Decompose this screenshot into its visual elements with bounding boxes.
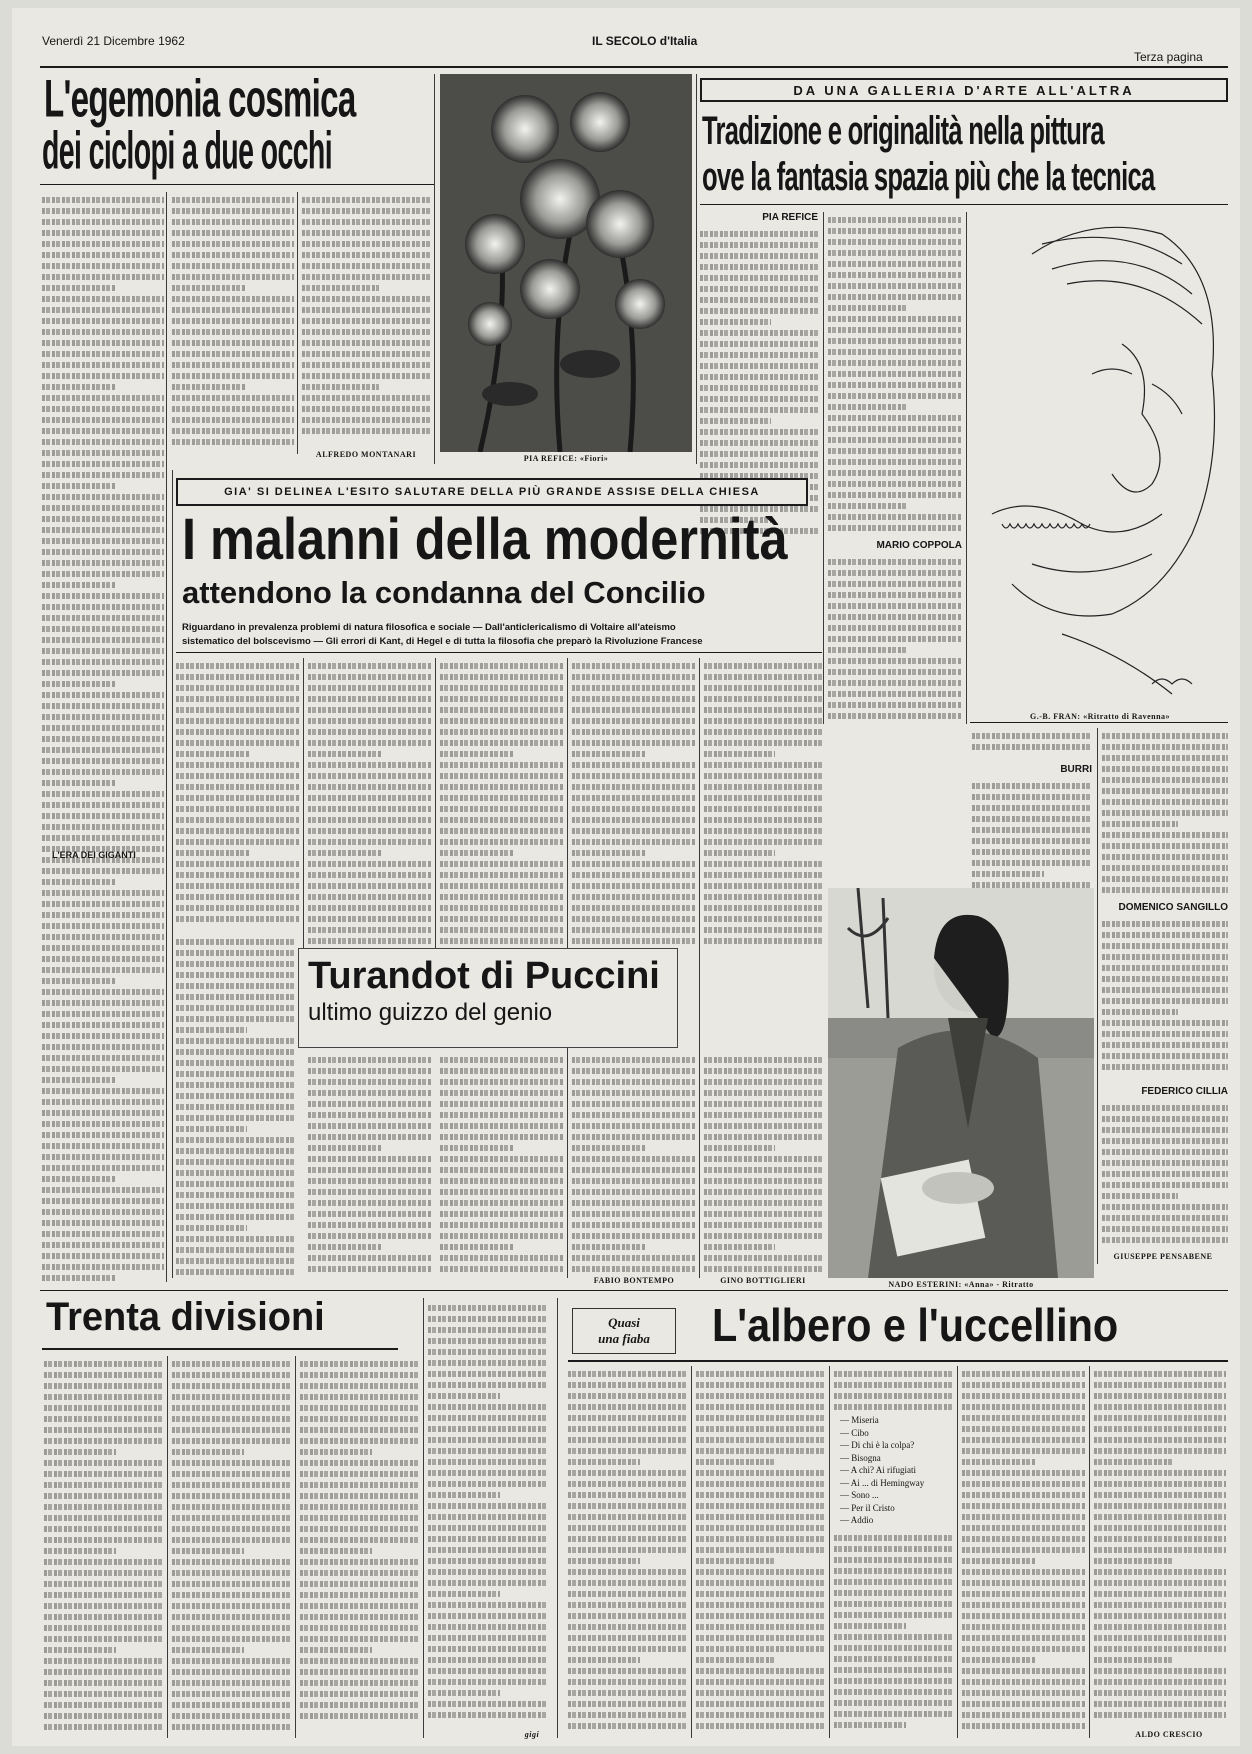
albero-text-col4 <box>962 1366 1086 1738</box>
page-label: Terza pagina <box>1134 50 1203 64</box>
turandot-author2: GINO BOTTIGLIERI <box>720 1276 806 1285</box>
albero-list-item: — Di chi è la colpa? <box>840 1440 915 1450</box>
flowers-painting-image <box>440 74 692 452</box>
concilio-text-col1 <box>176 658 300 926</box>
byline-burri: BURRI <box>1060 764 1092 775</box>
issue-date: Venerdì 21 Dicembre 1962 <box>42 34 185 48</box>
masthead: IL SECOLO d'Italia <box>592 34 698 48</box>
cosmic-subhead: L'ERA DEI GIGANTI <box>52 850 136 860</box>
column-rule <box>699 658 700 1278</box>
portrait-sketch <box>972 214 1228 712</box>
byline-cillia: FEDERICO CILLIA <box>1141 1086 1228 1097</box>
painting-flowers-caption: PIA REFICE: «Fiori» <box>523 454 609 463</box>
column-rule <box>957 1366 958 1738</box>
concilio-text-col2 <box>308 658 432 948</box>
cosmic-author: ALFREDO MONTANARI <box>315 450 417 459</box>
column-rule <box>1097 728 1098 1264</box>
cosmic-headline-line1: L'egemonia cosmica <box>44 68 356 129</box>
galleria-text-col4b <box>1102 916 1228 1080</box>
galleria-text-col4c <box>1102 1100 1228 1248</box>
byline-coppola: MARIO COPPOLA <box>876 540 962 551</box>
concilio-text-col5 <box>704 658 822 948</box>
albero-text-col5 <box>1094 1366 1226 1728</box>
column-rule <box>696 74 697 464</box>
albero-label-box <box>572 1308 676 1354</box>
albero-list-item: — Miseria <box>840 1415 879 1425</box>
albero-dialogue-list <box>840 1414 954 1527</box>
galleria-text-col3b <box>972 778 1092 888</box>
column-rule <box>1089 1366 1090 1738</box>
albero-author: ALDO CRESCIO <box>1135 1730 1203 1739</box>
concilio-text-col4 <box>572 658 696 948</box>
portrait-rule <box>970 722 1228 723</box>
cosmic-headline-rule <box>40 184 434 185</box>
galleria-headline-rule <box>700 204 1228 205</box>
galleria-headline-line1: Tradizione e originalità nella pittura <box>702 107 1104 153</box>
painting-flowers <box>440 74 692 452</box>
turandot-text-col2 <box>440 1052 564 1278</box>
column-rule <box>166 192 167 1282</box>
concilio-deck-line1: Riguardano in prevalenza problemi di natura filosofica e sociale — Dall'anticlericalismo di Voltaire all'ateismo <box>182 622 676 633</box>
concilio-subheadline: attendono la condanna del Concilio <box>182 575 706 610</box>
column-rule <box>172 470 173 1278</box>
turandot-headline: Turandot di Puccini <box>308 955 660 997</box>
column-rule <box>966 212 967 724</box>
albero-label-line1: Quasi <box>608 1315 640 1330</box>
concilio-text-col3 <box>440 658 564 948</box>
turandot-text-col3 <box>572 1052 696 1272</box>
albero-list-item: — Ai ... di Hemingway <box>840 1477 925 1488</box>
albero-text-col3a <box>834 1366 954 1412</box>
albero-text-col1 <box>568 1366 688 1738</box>
column-rule <box>434 74 435 464</box>
trenta-headline-rule <box>42 1348 398 1350</box>
albero-text-col3b <box>834 1530 954 1738</box>
trenta-signature: gigi <box>524 1730 540 1739</box>
portrait-sketch-caption: G.-B. FRAN: «Ritratto di Ravenna» <box>1029 712 1171 721</box>
albero-text-col2 <box>696 1366 826 1738</box>
turandot-text-col4 <box>704 1052 822 1272</box>
anna-portrait-image <box>828 888 1094 1278</box>
albero-list-item: — Bisogna <box>840 1452 881 1463</box>
galleria-text-col2b <box>828 554 962 724</box>
column-rule <box>823 212 824 724</box>
column-rule <box>829 1366 830 1738</box>
column-rule <box>435 658 436 948</box>
column-rule <box>423 1298 424 1738</box>
albero-list-item: — A chi? Ai rifugiati <box>840 1465 916 1475</box>
column-rule <box>297 192 298 454</box>
concilio-deck-rule <box>176 652 822 653</box>
albero-list-item: — Addio <box>840 1515 874 1525</box>
trenta-text-col2 <box>172 1356 292 1738</box>
trenta-text-col4 <box>428 1300 548 1728</box>
albero-label-line2: una fiaba <box>598 1331 650 1346</box>
trenta-headline: Trenta divisioni <box>46 1295 325 1339</box>
albero-list-item: — Per il Cristo <box>840 1502 895 1513</box>
galleria-kicker: DA UNA GALLERIA D'ARTE ALL'ALTRA <box>700 78 1228 102</box>
column-rule <box>167 1356 168 1738</box>
trenta-text-col3 <box>300 1356 420 1728</box>
painting-portrait-caption: NADO ESTERINI: «Anna» - Ritratto <box>888 1280 1034 1289</box>
portrait-sketch-image <box>972 214 1228 712</box>
galleria-author: GIUSEPPE PENSABENE <box>1113 1252 1213 1261</box>
trenta-text-col1 <box>44 1356 164 1738</box>
albero-list-item: — Sono ... <box>840 1490 879 1500</box>
galleria-text-col4 <box>1102 728 1228 898</box>
concilio-headline: I malanni della modernità <box>182 507 788 572</box>
concilio-kicker: GIA' SI DELINEA L'ESITO SALUTARE DELLA PIÙ GRANDE ASSISE DELLA CHIESA <box>176 478 808 506</box>
painting-portrait-anna <box>828 888 1094 1278</box>
cosmic-text-col2 <box>172 192 294 454</box>
column-rule <box>303 658 304 948</box>
concilio-deck-line2: sistematico del bolscevismo — Gli errori di Kant, di Hegel e di tutta la filosofia che preparò la Rivoluzione Francese <box>182 636 703 647</box>
newspaper-page <box>12 8 1240 1746</box>
section-rule <box>40 1290 1228 1291</box>
galleria-headline-line2: ove la fantasia spazia più che la tecnica <box>702 153 1155 199</box>
albero-headline-rule <box>568 1360 1228 1362</box>
cosmic-text-col3 <box>302 192 430 440</box>
byline-sangillo: DOMENICO SANGILLO <box>1118 902 1228 913</box>
albero-list-item: — Cibo <box>840 1427 869 1438</box>
turandot-subheadline: ultimo guizzo del genio <box>308 999 553 1026</box>
turandot-text-col0 <box>176 934 294 1278</box>
column-rule <box>557 1298 558 1738</box>
byline-refice: PIA REFICE <box>762 212 818 223</box>
cosmic-headline-line2: dei ciclopi a due occhi <box>42 120 333 181</box>
cosmic-text-col1 <box>42 192 164 1282</box>
turandot-text-col1 <box>308 1052 432 1278</box>
column-rule <box>295 1356 296 1738</box>
albero-headline: L'albero e l'uccellino <box>712 1299 1119 1351</box>
galleria-text-col3 <box>972 728 1092 760</box>
galleria-text-col2 <box>828 212 962 538</box>
column-rule <box>691 1366 692 1738</box>
turandot-author1: FABIO BONTEMPO <box>593 1276 675 1285</box>
